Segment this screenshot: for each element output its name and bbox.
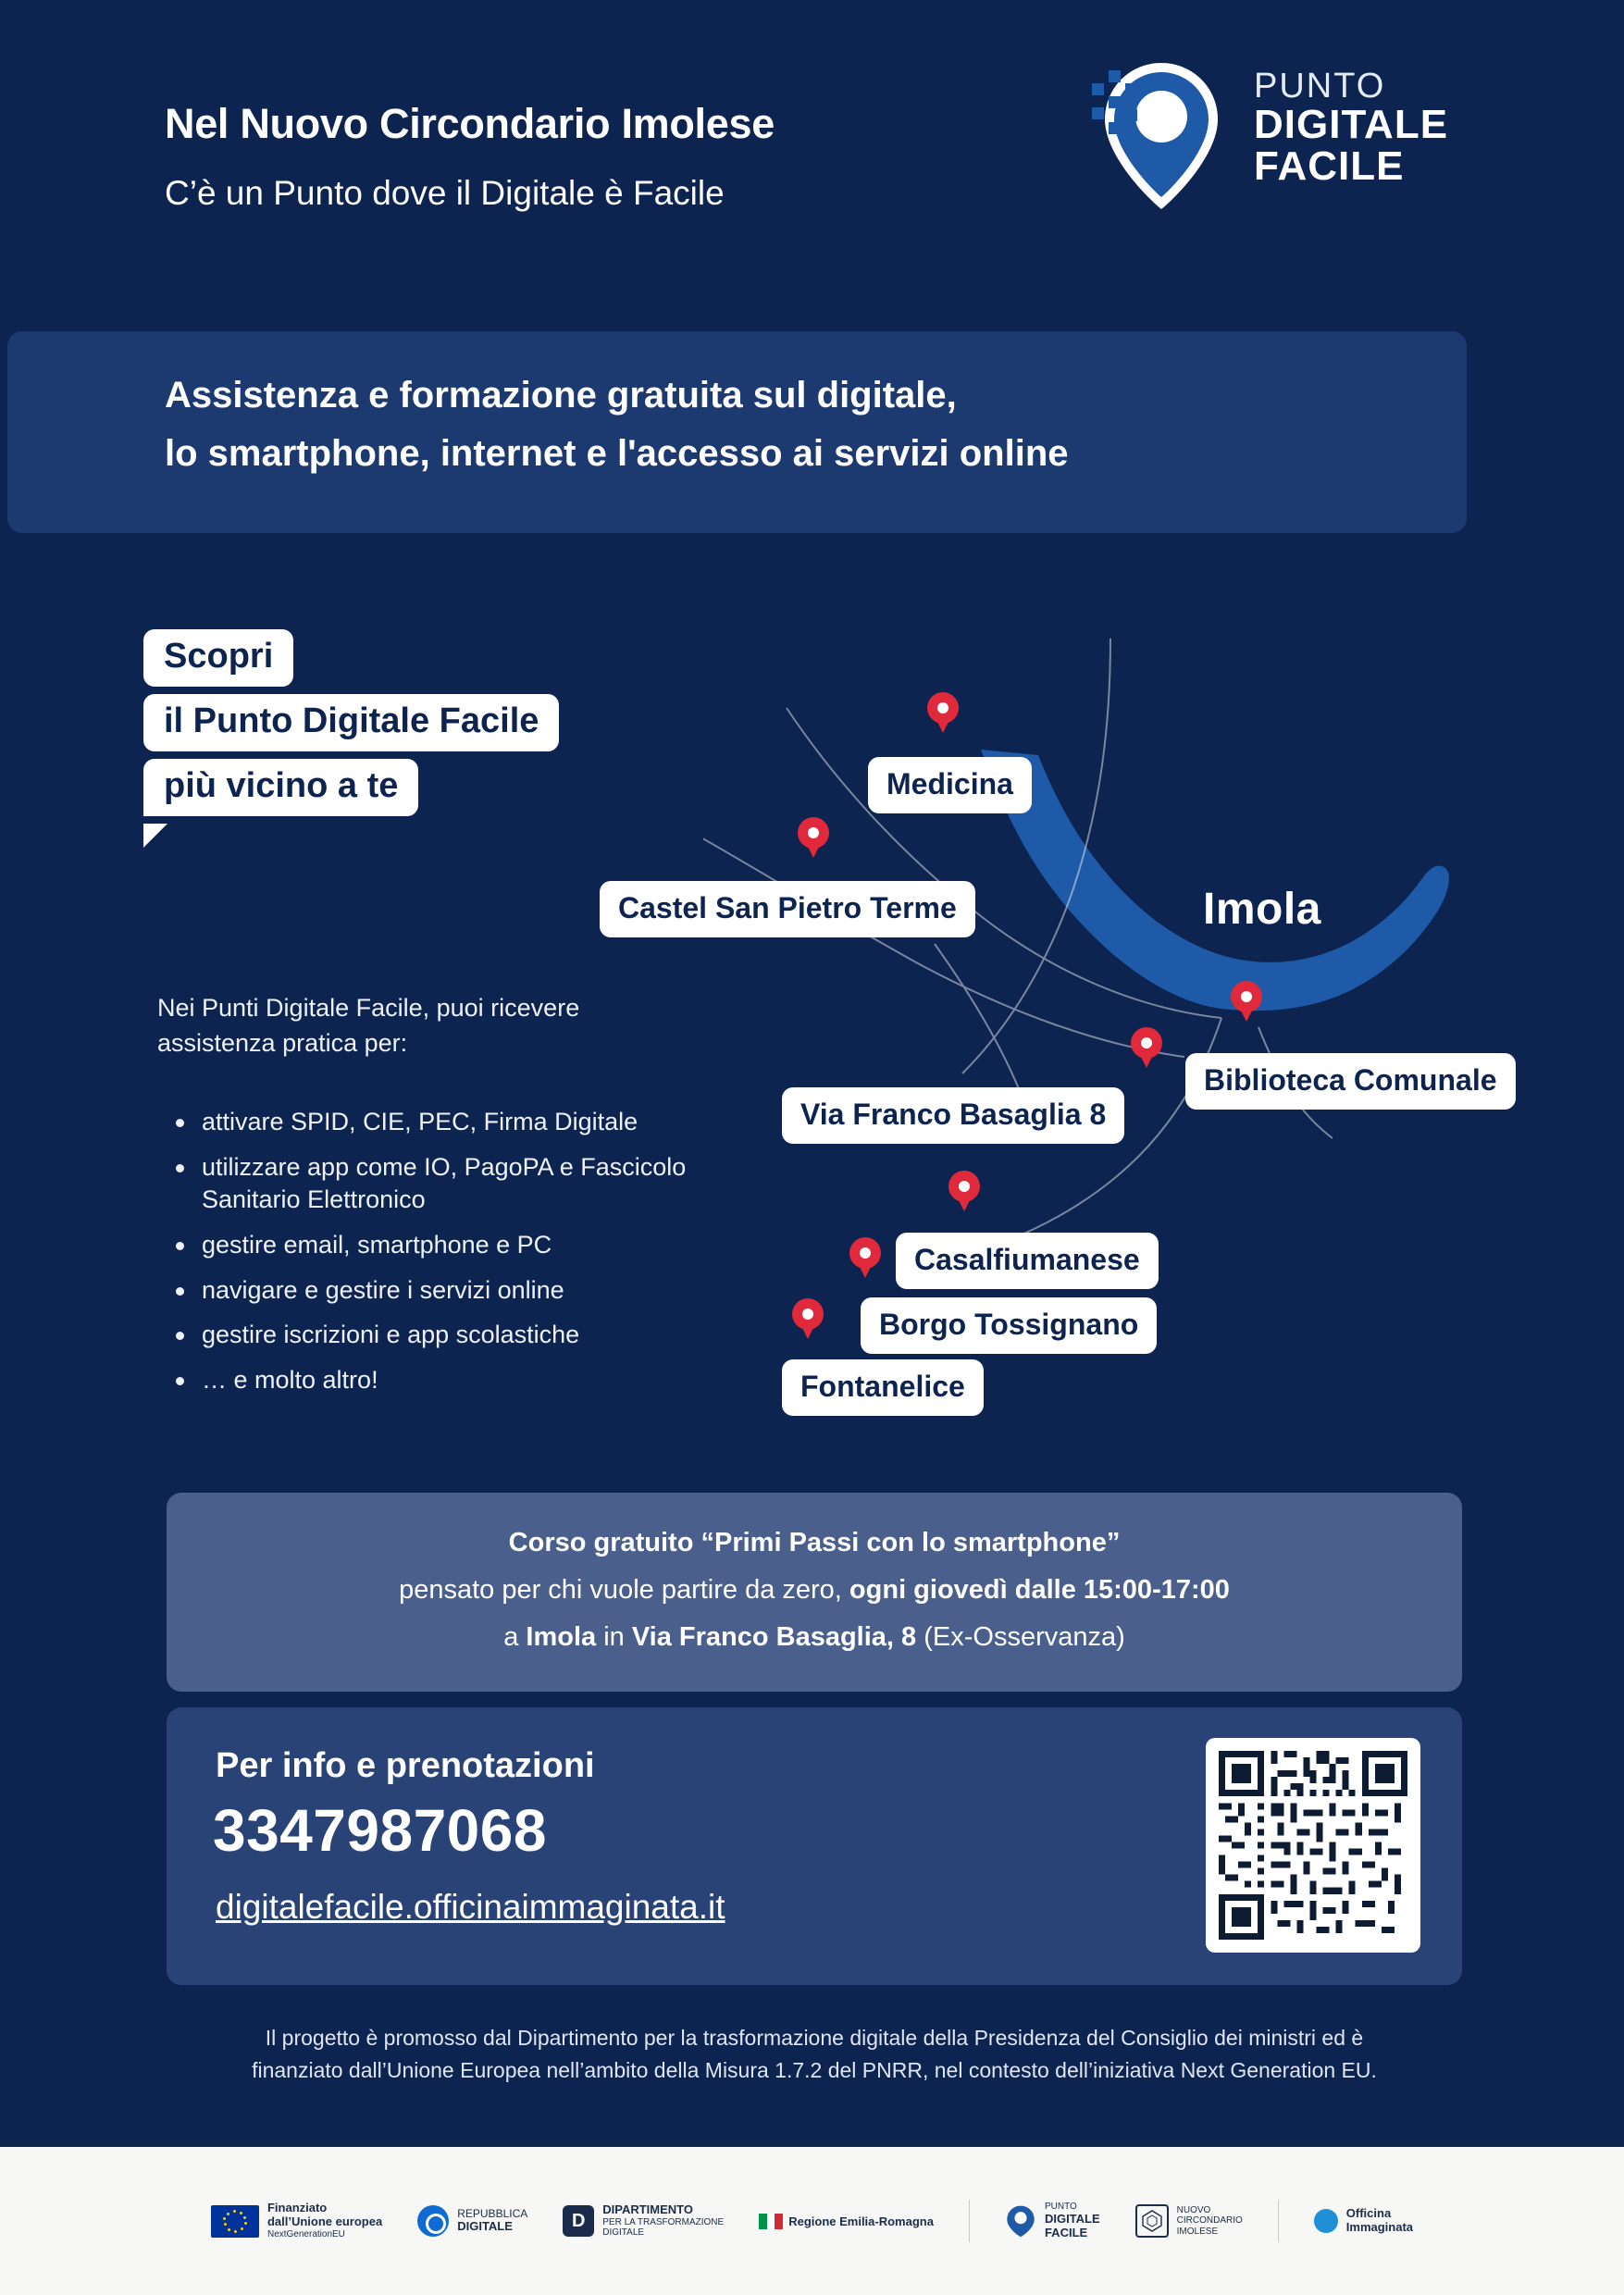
banner-line-2: lo smartphone, internet e l'accesso ai servizi online xyxy=(165,433,1069,474)
course-location-city: Imola xyxy=(526,1622,597,1652)
course-location-sep: in xyxy=(596,1622,632,1652)
footer-eu-line3: NextGenerationEU xyxy=(267,2229,345,2240)
course-info-box xyxy=(167,1493,1462,1692)
footer-dip-line3: DIGITALE xyxy=(602,2227,645,2239)
footer-oi-line1: Officina xyxy=(1345,2206,1392,2221)
footer-pdf-line2: DIGITALE xyxy=(1044,2211,1100,2226)
contact-title: Per info e prenotazioni xyxy=(216,1746,595,1785)
page-subtitle: C’è un Punto dove il Digitale è Facile xyxy=(165,174,725,212)
course-location-note: (Ex-Osservanza) xyxy=(916,1622,1125,1652)
repubblica-digitale-icon xyxy=(417,2205,449,2237)
imola-region-label: Imola xyxy=(1203,885,1321,934)
disclaimer-line-2: finanziato dall’Unione Europea nell’ambito della Misura 1.7.2 del PNRR, nel contesto dell’iniziativa Next Generation EU. xyxy=(252,2057,1377,2082)
course-title: Corso gratuito “Primi Passi con lo smartphone” xyxy=(508,1528,1121,1557)
place-label-via-franco-basaglia[interactable]: Via Franco Basaglia 8 xyxy=(782,1087,1124,1144)
logo-line-digitale: DIGITALE xyxy=(1254,101,1449,147)
footer-rd-line1: REPUBBLICA xyxy=(457,2206,528,2220)
footer-logo-punto-digitale-facile xyxy=(1005,2202,1100,2239)
pin-via-franco-basaglia-icon xyxy=(1131,1027,1162,1070)
course-schedule-time: ogni giovedì dalle 15:00-17:00 xyxy=(849,1575,1230,1605)
footer-eu-line2: dall’Unione europea xyxy=(267,2214,383,2229)
poster-header xyxy=(0,0,1624,305)
list-item: navigare e gestire i servizi online xyxy=(157,1274,713,1308)
footer-divider xyxy=(969,2200,970,2242)
pin-casalfiumanese-icon xyxy=(948,1171,980,1213)
scopri-line-3: più vicino a te xyxy=(143,759,418,816)
qr-code-graphic xyxy=(1219,1751,1407,1940)
dipartimento-icon: D xyxy=(563,2205,594,2237)
pin-fontanelice-icon xyxy=(792,1298,824,1341)
footer-logo-eu xyxy=(211,2202,382,2239)
eu-flag-icon xyxy=(211,2205,259,2238)
qr-code[interactable] xyxy=(1206,1738,1420,1953)
footer-logo-nuovo-circondario-imolese xyxy=(1135,2204,1243,2238)
course-location-prefix: a xyxy=(503,1622,527,1652)
place-label-casalfiumanese[interactable]: Casalfiumanese xyxy=(896,1233,1159,1289)
callout-tail xyxy=(143,824,167,848)
contact-info-box xyxy=(167,1707,1462,1985)
footer-er-label: Regione Emilia-Romagna xyxy=(788,2214,934,2228)
italy-flag-icon xyxy=(759,2214,783,2229)
list-item: attivare SPID, CIE, PEC, Firma Digitale xyxy=(157,1106,713,1139)
footer-nci-line3: IMOLESE xyxy=(1176,2226,1219,2237)
disclaimer-line-1: Il progetto è promosso dal Dipartimento per la trasformazione digitale della Presidenza del Consiglio dei ministri ed è xyxy=(265,2026,1364,2050)
map-pin-mini-icon xyxy=(1005,2204,1036,2238)
place-label-biblioteca-comunale[interactable]: Biblioteca Comunale xyxy=(1185,1053,1516,1110)
footer-divider-2 xyxy=(1278,2200,1279,2242)
scopri-line-2: il Punto Digitale Facile xyxy=(143,694,559,751)
place-label-medicina[interactable]: Medicina xyxy=(868,757,1032,813)
footer-logo-officina-immaginata xyxy=(1314,2207,1413,2235)
hex-net-icon xyxy=(1140,2209,1164,2233)
list-item: gestire iscrizioni e app scolastiche xyxy=(157,1319,713,1352)
footer-logo-repubblica-digitale xyxy=(417,2205,527,2237)
pin-medicina-icon xyxy=(927,692,959,735)
place-label-fontanelice[interactable]: Fontanelice xyxy=(782,1359,984,1416)
funding-disclaimer xyxy=(176,2022,1453,2086)
footer-logo-regione-emilia-romagna xyxy=(759,2214,934,2229)
punto-digitale-facile-logo xyxy=(1064,57,1518,215)
scopri-line-1: Scopri xyxy=(143,629,293,687)
service-banner xyxy=(7,331,1467,533)
scopri-callout xyxy=(143,629,689,847)
list-item: … e molto altro! xyxy=(157,1364,713,1397)
contact-website-link[interactable]: digitalefacile.officinaimmaginata.it xyxy=(216,1888,725,1926)
logo-line-punto: PUNTO xyxy=(1254,67,1386,105)
list-item: gestire email, smartphone e PC xyxy=(157,1229,713,1262)
contact-phone[interactable]: 3347987068 xyxy=(213,1797,547,1864)
logo-wordmark xyxy=(1254,68,1448,188)
logo-line-facile: FACILE xyxy=(1254,143,1405,189)
pin-castel-san-pietro-terme-icon xyxy=(798,817,829,860)
officina-immaginata-icon xyxy=(1314,2209,1338,2233)
footer-pdf-line3: FACILE xyxy=(1044,2225,1088,2239)
course-schedule-prefix: pensato per chi vuole partire da zero, xyxy=(399,1575,849,1605)
pin-biblioteca-comunale-icon xyxy=(1231,981,1262,1023)
intro-text: Nei Punti Digitale Facile, puoi ricevere assistenza pratica per: xyxy=(157,994,580,1058)
footer-nci-line2: CIRCONDARIO xyxy=(1176,2215,1243,2227)
circondario-icon xyxy=(1135,2204,1169,2238)
pin-borgo-tossignano-icon xyxy=(849,1237,881,1280)
footer-logo-dipartimento xyxy=(563,2203,724,2239)
footer-oi-line2: Immaginata xyxy=(1345,2220,1414,2234)
footer-pdf-line1: PUNTO xyxy=(1044,2202,1077,2213)
footer-logos-bar xyxy=(0,2147,1624,2295)
map-pin-logo-icon xyxy=(1092,59,1231,213)
place-label-castel-san-pietro-terme[interactable]: Castel San Pietro Terme xyxy=(600,881,975,937)
footer-nci-line1: NUOVO xyxy=(1176,2204,1211,2215)
footer-eu-line1: Finanziato xyxy=(267,2201,328,2215)
services-list xyxy=(157,1106,713,1408)
footer-rd-line2: DIGITALE xyxy=(457,2219,513,2234)
footer-dip-line1: DIPARTIMENTO xyxy=(602,2202,693,2217)
list-item: utilizzare app come IO, PagoPA e Fascicolo Sanitario Elettronico xyxy=(157,1151,713,1217)
banner-line-1: Assistenza e formazione gratuita sul digitale, xyxy=(165,375,957,416)
course-location-address: Via Franco Basaglia, 8 xyxy=(631,1622,917,1652)
footer-dip-line2: PER LA TRASFORMAZIONE xyxy=(602,2216,725,2227)
course-location xyxy=(167,1622,1462,1653)
page-title: Nel Nuovo Circondario Imolese xyxy=(165,100,775,147)
course-schedule xyxy=(167,1575,1462,1606)
place-label-borgo-tossignano[interactable]: Borgo Tossignano xyxy=(861,1297,1157,1354)
